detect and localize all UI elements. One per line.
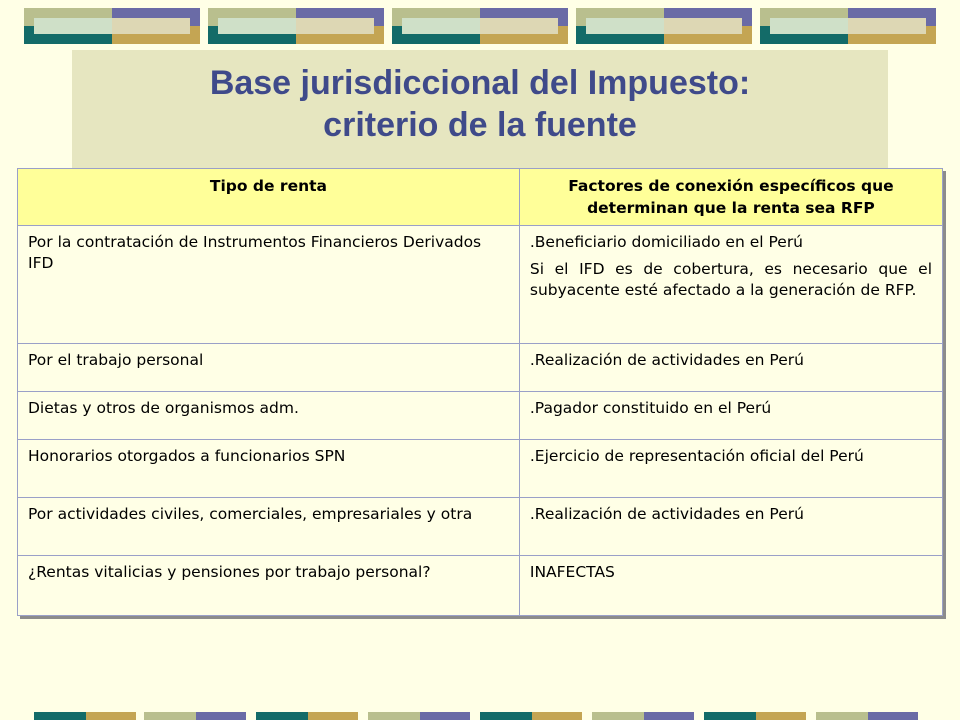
cell-tipo: Por la contratación de Instrumentos Financieros Derivados IFD bbox=[18, 226, 520, 344]
table-row bbox=[18, 440, 943, 498]
table-row bbox=[18, 498, 943, 556]
table-row bbox=[18, 556, 943, 616]
decor-block bbox=[208, 8, 384, 44]
cell-factor: .Pagador constituido en el Perú bbox=[519, 392, 942, 440]
cell-tipo: Honorarios otorgados a funcionarios SPN bbox=[18, 440, 520, 498]
table-row bbox=[18, 226, 943, 344]
decor-block bbox=[576, 8, 752, 44]
factor-extra: Si el IFD es de cobertura, es necesario que el subyacente esté afectado a la generación de RFP. bbox=[529, 260, 932, 299]
cell-factor bbox=[519, 226, 942, 344]
table-row bbox=[18, 344, 943, 392]
decor-block bbox=[24, 8, 200, 44]
header-factores: Factores de conexión específicos que determinan que la renta sea RFP bbox=[519, 169, 942, 226]
decor-block bbox=[392, 8, 568, 44]
cell-factor: .Realización de actividades en Perú bbox=[519, 344, 942, 392]
header-tipo-renta: Tipo de renta bbox=[18, 169, 520, 226]
slide-title bbox=[72, 62, 888, 146]
cell-tipo: Dietas y otros de organismos adm. bbox=[18, 392, 520, 440]
table-header-row bbox=[18, 169, 943, 226]
title-line-2: criterio de la fuente bbox=[323, 106, 637, 144]
renta-table-grid bbox=[17, 168, 943, 616]
decor-block bbox=[760, 8, 936, 44]
cell-factor: .Ejercicio de representación oficial del Perú bbox=[519, 440, 942, 498]
cell-tipo: ¿Rentas vitalicias y pensiones por trabajo personal? bbox=[18, 556, 520, 616]
cell-tipo: Por actividades civiles, comerciales, empresariales y otra bbox=[18, 498, 520, 556]
title-line-1: Base jurisdiccional del Impuesto: bbox=[209, 64, 751, 102]
cell-factor: INAFECTAS bbox=[519, 556, 942, 616]
cell-tipo: Por el trabajo personal bbox=[18, 344, 520, 392]
cell-factor: .Realización de actividades en Perú bbox=[519, 498, 942, 556]
factor-line: .Beneficiario domiciliado en el Perú bbox=[529, 233, 804, 251]
bottom-decoration bbox=[34, 712, 954, 720]
top-decoration bbox=[24, 8, 944, 44]
renta-table bbox=[17, 168, 943, 616]
table-row bbox=[18, 392, 943, 440]
